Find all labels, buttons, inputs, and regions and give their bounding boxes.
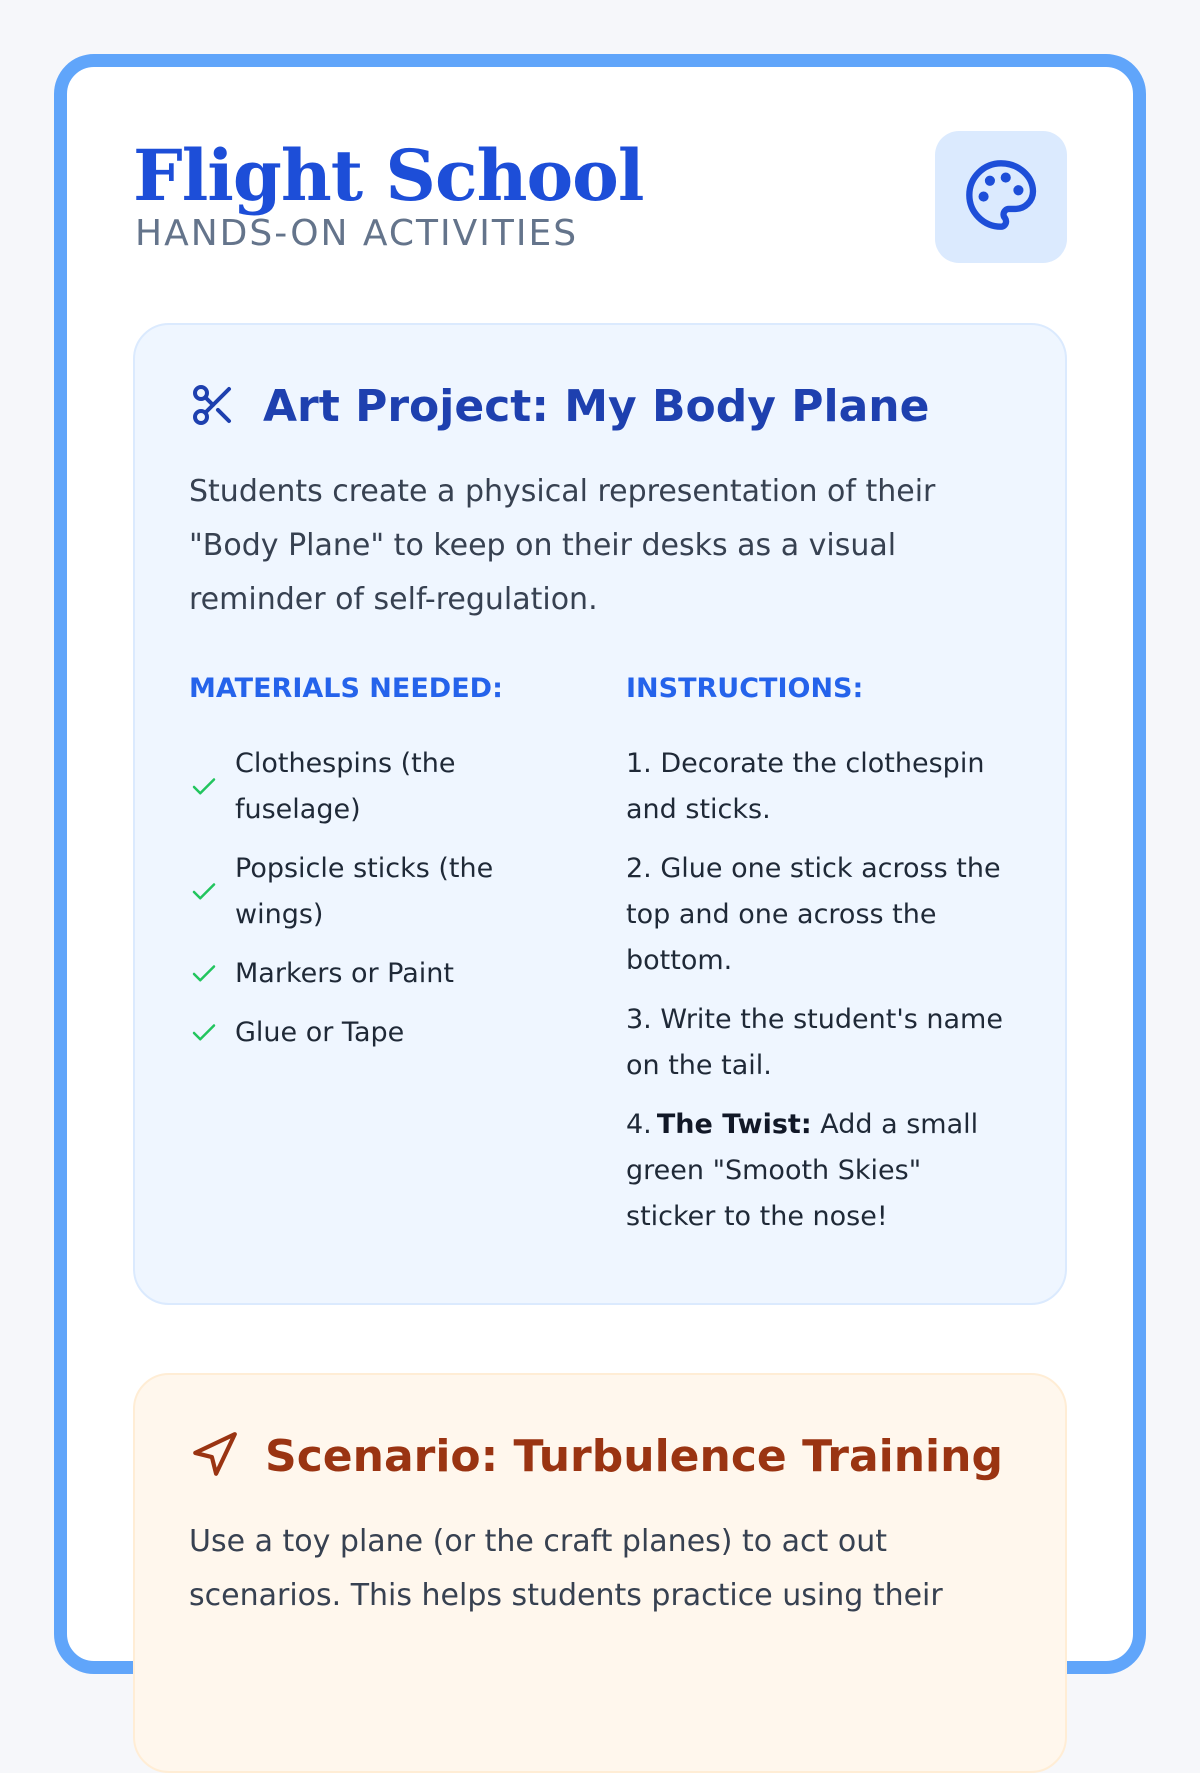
palette-badge [935,131,1067,263]
material-item [189,741,549,833]
check-icon [189,959,235,989]
instructions-heading: INSTRUCTIONS: [626,673,864,704]
step-number: 1. [626,748,652,779]
instruction-step [626,846,1006,984]
material-label: Popsicle sticks (the wings) [235,853,494,930]
step-number: 3. [626,1004,652,1035]
material-item [189,1010,549,1056]
scenario-card [133,1373,1067,1773]
check-icon [189,1018,235,1048]
art-project-title: Art Project: My Body Plane [263,381,930,432]
instruction-step [626,741,1006,833]
check-icon [189,772,235,802]
material-item [189,846,549,938]
step-text: Decorate the clothespin and sticks. [626,748,985,825]
scenario-header [189,1427,1011,1487]
art-project-description: Students create a physical representation of their "Body Plane" to keep on their desks as a visual reminder of self-regulation. [189,474,936,617]
step-text: Write the student's name on the tail. [626,1004,1003,1081]
check-icon [189,877,235,907]
palette-icon [963,157,1039,237]
step-text: Add a small green "Smooth Skies" sticker to the nose! [626,1109,979,1232]
scenario-title: Scenario: Turbulence Training [265,1431,1003,1482]
instructions-column [626,671,1006,1253]
page-subtitle: HANDS-ON ACTIVITIES [135,213,579,254]
material-item [189,951,549,997]
materials-column [189,671,549,1069]
page-title: Flight School [133,134,644,217]
page-header [133,131,1067,271]
activity-card-frame [54,54,1146,1674]
material-label: Glue or Tape [235,1017,405,1048]
art-project-header [189,377,1011,437]
step-number: 4. [626,1109,652,1140]
materials-heading: MATERIALS NEEDED: [189,673,503,704]
step-number: 2. [626,853,652,884]
art-project-card [133,323,1067,1305]
scissors-icon [189,381,237,433]
paper-plane-icon [189,1430,239,1484]
scenario-description: Use a toy plane (or the craft planes) to act out scenarios. This helps students practice using their [189,1524,943,1613]
step-emphasis: The Twist: [656,1109,812,1140]
instruction-step [626,997,1006,1089]
instruction-step [626,1102,1006,1240]
material-label: Markers or Paint [235,958,454,989]
step-text: Glue one stick across the top and one across the bottom. [626,853,1001,976]
material-label: Clothespins (the fuselage) [235,748,456,825]
